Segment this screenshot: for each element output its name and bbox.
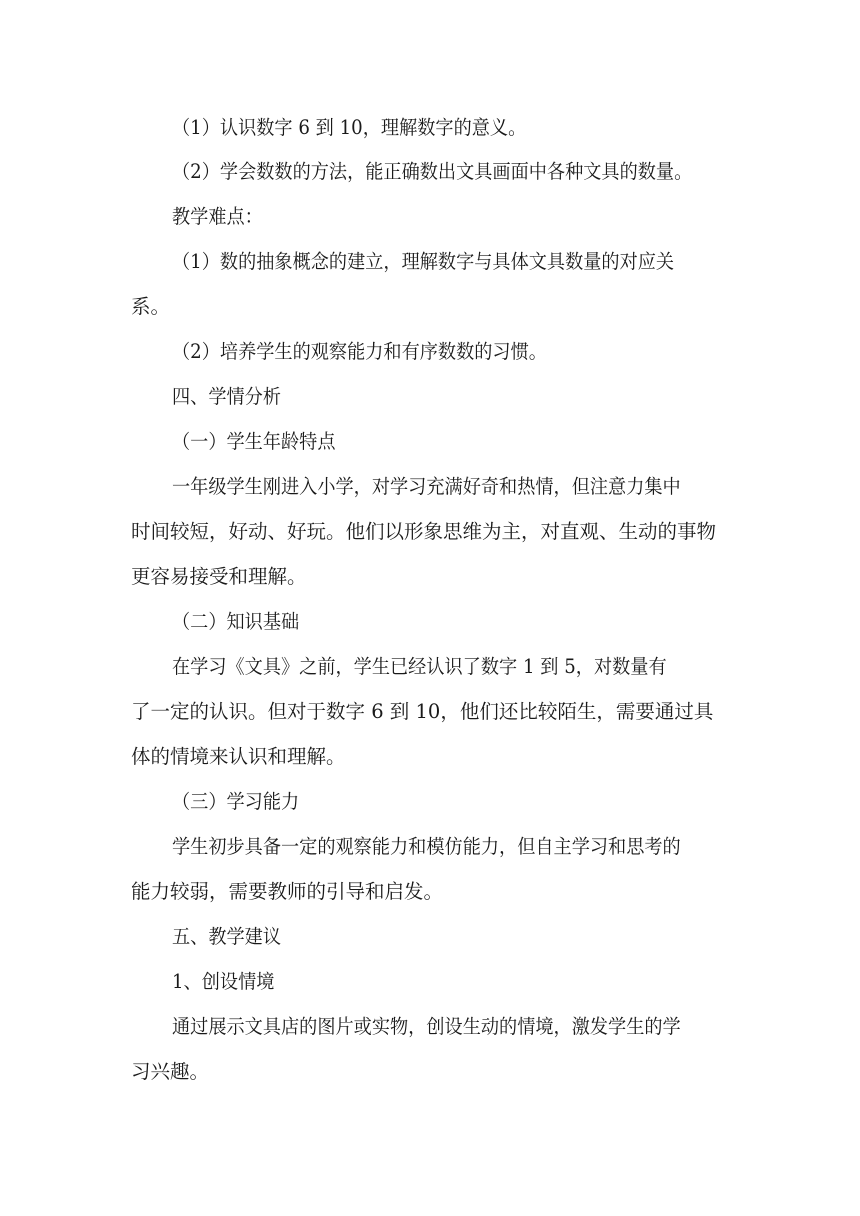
text-line-4: （1）数的抽象概念的建立，理解数字与具体文具数量的对应关 (172, 250, 675, 273)
subheading-learning-ability: （三）学习能力 (172, 790, 300, 813)
subheading-knowledge-base: （二）知识基础 (172, 610, 300, 633)
section-heading-student-analysis: 四、学情分析 (172, 385, 282, 408)
section-heading-teaching-difficulties: 教学难点： (172, 205, 263, 228)
text-line-17: 学生初步具备一定的观察能力和模仿能力，但自主学习和思考的 (172, 835, 681, 858)
text-line-9: 一年级学生刚进入小学，对学习充满好奇和热情，但注意力集中 (172, 475, 681, 498)
text-line-10: 时间较短，好动、好玩。他们以形象思维为主，对直观、生动的事物 (131, 520, 717, 543)
text-line-11: 更容易接受和理解。 (131, 565, 307, 588)
text-line-14: 了一定的认识。但对于数字 6 到 10，他们还比较陌生，需要通过具 (131, 700, 714, 723)
text-line-13: 在学习《文具》之前，学生已经认识了数字 1 到 5，对数量有 (172, 655, 667, 678)
text-line-6: （2）培养学生的观察能力和有序数数的习惯。 (172, 340, 547, 363)
text-line-5: 系。 (131, 295, 171, 318)
text-line-18: 能力较弱，需要教师的引导和启发。 (131, 880, 444, 903)
text-line-15: 体的情境来认识和理解。 (131, 745, 346, 768)
text-line-1: （1）认识数字 6 到 10，理解数字的意义。 (172, 116, 527, 139)
section-heading-teaching-suggestions: 五、教学建议 (172, 925, 282, 948)
subheading-create-context: 1、创设情境 (172, 970, 275, 993)
subheading-age-features: （一）学生年龄特点 (172, 430, 336, 453)
text-line-22: 习兴趣。 (131, 1060, 210, 1083)
text-line-21: 通过展示文具店的图片或实物，创设生动的情境，激发学生的学 (172, 1015, 681, 1038)
text-line-2: （2）学会数数的方法，能正确数出文具画面中各种文具的数量。 (172, 160, 693, 183)
